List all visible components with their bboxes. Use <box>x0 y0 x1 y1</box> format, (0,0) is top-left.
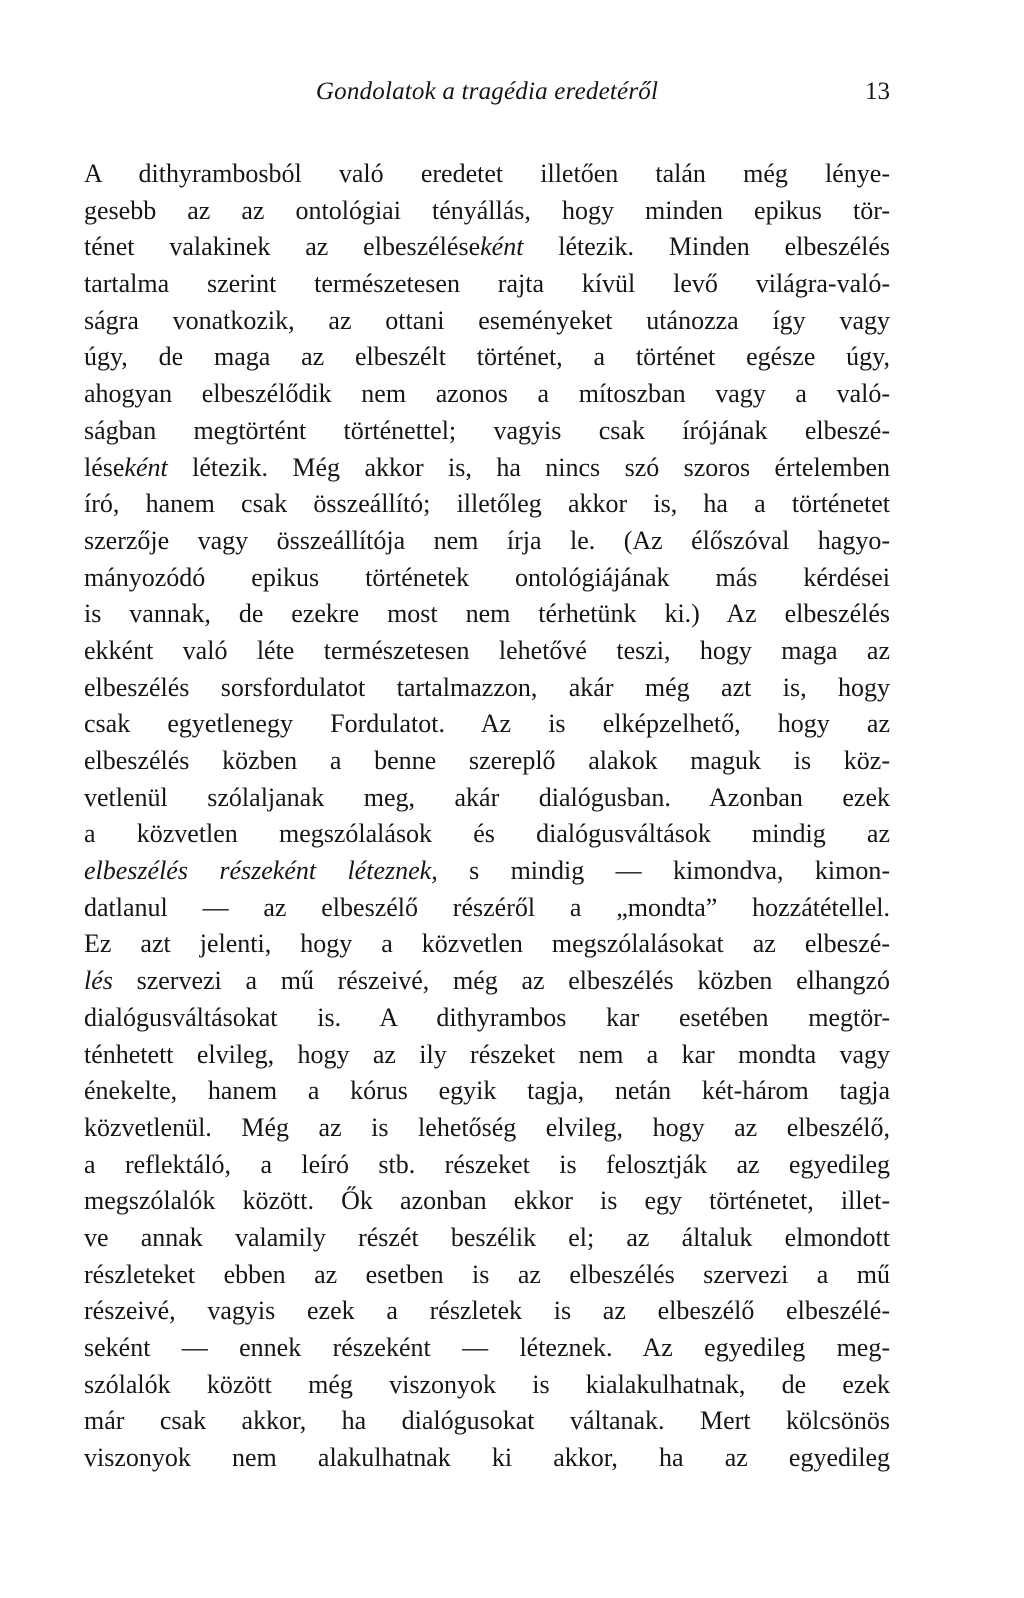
text-line <box>84 193 890 230</box>
text-line <box>84 339 890 376</box>
text-run: szólalók között még viszonyok is kialakulhatnak, de ezek <box>84 1369 890 1399</box>
text-line <box>84 229 890 266</box>
text-line <box>84 1257 890 1294</box>
text-line <box>84 1403 890 1440</box>
text-run: megszólalók között. Ők azonban ekkor is egy történetet, illet- <box>84 1186 890 1216</box>
text-run: szerzője vagy összeállítója nem írja le. (Az élőszóval hagyo- <box>84 525 890 555</box>
text-line <box>84 413 890 450</box>
text-line <box>84 523 890 560</box>
text-line <box>84 926 890 963</box>
text-line <box>84 1183 890 1220</box>
text-run: lése <box>84 452 125 482</box>
text-line <box>84 486 890 523</box>
text-run: író, hanem csak összeállító; illetőleg akkor is, ha a történetet <box>84 489 890 519</box>
text-run: ahogyan elbeszélődik nem azonos a mítoszban vagy a való- <box>84 379 890 409</box>
text-line <box>84 743 890 780</box>
text-line <box>84 1220 890 1257</box>
text-line <box>84 560 890 597</box>
text-line <box>84 596 890 633</box>
text-run: gesebb az az ontológiai tényállás, hogy minden epikus tör- <box>84 195 890 225</box>
running-head <box>84 74 890 110</box>
text-line <box>84 303 890 340</box>
italic-text-run: ként <box>480 232 524 262</box>
text-run: elbeszélés közben a benne szereplő alakok maguk is köz- <box>84 746 890 775</box>
text-run: létezik. Minden elbeszélés <box>523 232 890 262</box>
text-run: mányozódó epikus történetek ontológiájának más kérdései <box>84 562 890 592</box>
running-title: Gondolatok a tragédia eredetéről <box>315 78 659 105</box>
italic-text-run: elbeszélés részeként léteznek, <box>84 856 438 886</box>
text-line <box>84 1073 890 1110</box>
text-run: ténhetett elvileg, hogy az ily részeket nem a kar mondta vagy <box>84 1039 890 1069</box>
text-run: ekként való léte természetesen lehetővé teszi, hogy maga az <box>84 635 890 665</box>
text-line <box>84 376 890 413</box>
text-run: datlanul — az elbeszélő részéről a „mondta” hozzátétellel. <box>84 892 890 922</box>
text-line <box>84 780 890 817</box>
text-run: Ez azt jelenti, hogy a közvetlen megszólalásokat az elbeszé- <box>84 929 890 959</box>
text-run: s mindig — kimondva, kimon- <box>437 856 890 886</box>
text-run: úgy, de maga az elbeszélt történet, a történet egésze úgy, <box>84 342 890 372</box>
text-run: ténet valakinek az elbeszélése <box>84 232 481 262</box>
text-run: részeivé, vagyis ezek a részletek is az elbeszélő elbeszélé- <box>84 1296 890 1326</box>
text-line <box>84 706 890 743</box>
text-run: dialógusváltásokat is. A dithyrambos kar esetében megtör- <box>84 1002 890 1032</box>
text-line <box>84 1110 890 1147</box>
text-line <box>84 1330 890 1367</box>
text-run: a közvetlen megszólalások és dialógusváltások mindig az <box>84 819 890 849</box>
text-run: tartalma szerint természetesen rajta kívül levő világra-való- <box>84 269 890 299</box>
italic-text-run: ként <box>124 452 168 482</box>
text-line <box>84 1147 890 1184</box>
text-line <box>84 1037 890 1074</box>
text-line <box>84 266 890 303</box>
text-run: ve annak valamily részét beszélik el; az általuk elmondott <box>84 1222 890 1252</box>
italic-text-run: lés <box>84 966 113 996</box>
text-line <box>84 670 890 707</box>
text-run: ságra vonatkozik, az ottani eseményeket utánozza így vagy <box>84 305 890 335</box>
text-run: énekelte, hanem a kórus egyik tagja, netán két-három tagja <box>84 1076 890 1106</box>
text-line <box>84 890 890 927</box>
text-line <box>84 156 890 193</box>
text-line <box>84 1293 890 1330</box>
text-line <box>84 1000 890 1037</box>
text-line <box>84 1440 890 1477</box>
text-run: A dithyrambosból való eredetet illetően talán még lénye- <box>84 159 890 188</box>
text-run: a reflektáló, a leíró stb. részeket is felosztják az egyedileg <box>84 1149 890 1179</box>
text-run: is vannak, de ezekre most nem térhetünk ki.) Az elbeszélés <box>84 599 890 629</box>
body-paragraph <box>84 156 890 1477</box>
text-line <box>84 450 890 487</box>
text-run: már csak akkor, ha dialógusokat váltanak. Mert kölcsönös <box>84 1406 890 1436</box>
text-run: közvetlenül. Még az is lehetőség elvileg, hogy az elbeszélő, <box>84 1112 890 1142</box>
text-line <box>84 633 890 670</box>
page-number: 13 <box>865 78 890 105</box>
text-run: vetlenül szólaljanak meg, akár dialógusban. Azonban ezek <box>84 782 890 812</box>
text-line <box>84 1367 890 1404</box>
text-run: szervezi a mű részeivé, még az elbeszélés közben elhangzó <box>112 966 890 996</box>
text-line <box>84 963 890 1000</box>
text-run: ságban megtörtént történettel; vagyis csak írójának elbeszé- <box>84 415 890 445</box>
text-line <box>84 853 890 890</box>
text-run: csak egyetlenegy Fordulatot. Az is elképzelhető, hogy az <box>84 709 890 739</box>
text-run: seként — ennek részeként — léteznek. Az egyedileg meg- <box>84 1333 890 1362</box>
text-run: részleteket ebben az esetben is az elbeszélés szervezi a mű <box>84 1259 890 1289</box>
text-run: létezik. Még akkor is, ha nincs szó szoros értelemben <box>167 452 890 482</box>
text-line <box>84 816 890 853</box>
text-run: viszonyok nem alakulhatnak ki akkor, ha az egyedileg <box>84 1443 890 1473</box>
text-run: elbeszélés sorsfordulatot tartalmazzon, akár még azt is, hogy <box>84 672 890 702</box>
